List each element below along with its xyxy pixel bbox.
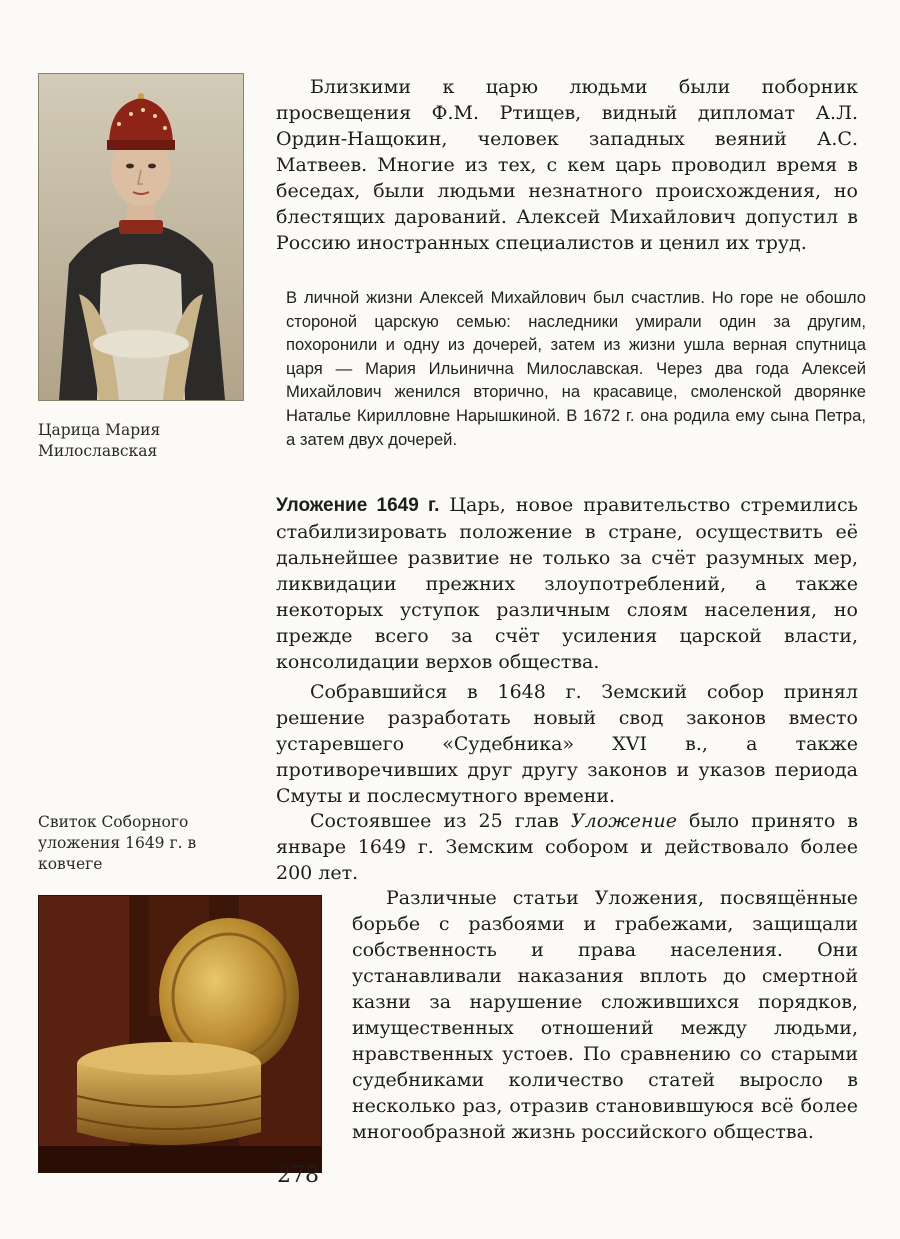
chest-caption: Свиток Соборного уложения 1649 г. в ковчеге	[38, 813, 197, 873]
sobor-text: Собравшийся в 1648 г. Земский собор принял решение разработать новый свод законов вместо устаревшего «Судебника» XVI в., а также противоречивших друг другу законов и указов периода Смуты и послесмутного времени.	[276, 681, 858, 807]
portrait-caption: Царица Мария Милославская	[38, 421, 161, 460]
section-text: Царь, новое правительство стремились стабилизировать положение в стране, осуществить её дальнейшее развитие не только за счёт разумных мер, ликвидации прежних злоупотреблений, а также некоторых уступок различным слоям населения, но прежде всего за счёт усиления царской власти, консолидации верхов общества.	[276, 494, 858, 673]
sobor-paragraph	[276, 679, 858, 809]
articles-paragraph	[352, 885, 858, 1145]
intro-text: Близкими к царю людьми были поборник просвещения Ф.М. Ртищев, видный дипломат А.Л. Ордин-Нащокин, человек западных веяний А.С. Матвеев. Многие из тех, с кем царь проводил время в беседах, были людьми незнатного происхождения, но блестящих дарований. Алексей Михайлович допустил в Россию иностранных специалистов и ценил их труд.	[276, 76, 858, 254]
articles-text: Различные статьи Уложения, посвящённые борьбе с разбоями и грабежами, защищали собственность и права населения. Они устанавливали наказания вплоть до смертной казни за нарушение сложившихся порядков, имущественных отношений между людьми, нравственных устоев. По сравнению со старыми судебниками количество статей выросло в несколько раз, отразив становившуюся всё более многообразной жизнь российского общества.	[352, 887, 858, 1143]
section-ulozhenie	[276, 492, 858, 675]
section-paragraph	[276, 492, 858, 675]
portrait-tsaritsa-maria	[38, 73, 244, 401]
chapters-em: Уложение	[570, 810, 677, 832]
chest-photo	[38, 895, 322, 1173]
intro-paragraph	[276, 74, 858, 256]
aside-paragraph: В личной жизни Алексей Михайлович был счастлив. Но горе не обошло стороной царскую семью: наследники умирали один за другим, похоронили и одну из дочерей, затем из жизни ушла верная спутница царя — Мария Ильинична Милославская. Через два года Алексей Михайлович женился вторично, на красавице, смоленской дворянке Наталье Кирилловне Нарышкиной. В 1672 г. она родила ему сына Петра, а затем двух дочерей.	[286, 288, 866, 449]
page-number: 278	[277, 1163, 319, 1188]
portrait-drawing	[39, 74, 243, 400]
chapters-paragraph	[276, 808, 858, 886]
chapters-after: было принято в январе 1649 г. Земским собором и действовало более 200 лет.	[276, 810, 859, 884]
section-heading: Уложение 1649 г.	[276, 495, 440, 516]
chapters-before: Состоявшее из 25 глав	[310, 810, 559, 832]
chapters-text	[276, 808, 858, 886]
chest-drawing	[39, 896, 321, 1172]
